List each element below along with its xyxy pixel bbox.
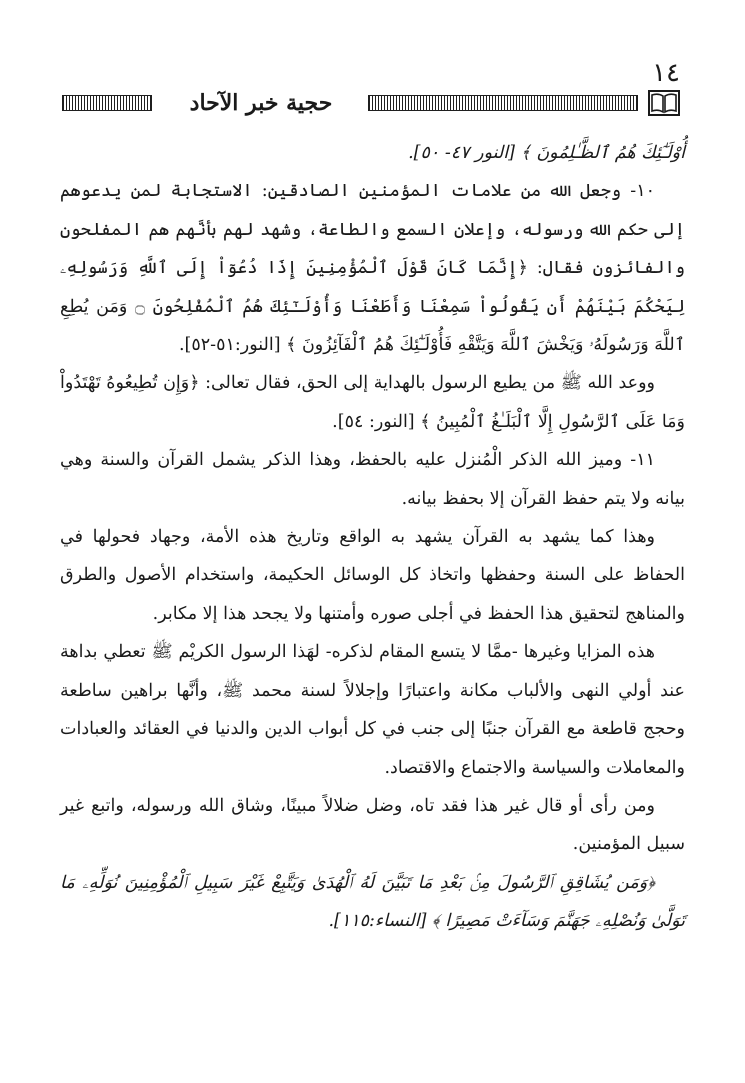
running-header bbox=[62, 88, 682, 118]
paragraph-10: ١٠- وجعل الله من علامات المؤمنين الصادقين: الاستجابة لمن يدعوهم إلى حكم الله ورسوله، وإعلان السمع والطاعة، وشهد لهم بأنَّهم هم المفلحون والفائزون فقال: ﴿إِنَّمَا كَانَ قَوْلَ ٱلْمُؤْمِنِينَ إِذَا دُعُوٓاْ إِلَى ٱللَّهِ وَرَسُولِهِۦ لِيَحْكُمَ بَيْنَهُمْ أَن يَقُولُواْ سَمِعْنَا وَأَطَعْنَا وَأُوْلَـٰٓئِكَ هُمُ ٱلْمُفْلِحُونَ ۝ وَمَن يُطِعِ ٱللَّهَ وَرَسُولَهُۥ وَيَخْشَ ٱللَّهَ وَيَتَّقْهِ فَأُوْلَـٰٓئِكَ هُمُ ٱلْفَآئِزُونَ ﴾ [النور:٥١-٥٢]. bbox=[60, 181, 685, 356]
paragraph-warning: ومن رأى أو قال غير هذا فقد تاه، وضل ضلالاً مبينًا، وشاق الله ورسوله، واتبع غير سبيل المؤمنين. bbox=[60, 795, 685, 855]
paragraph-11: ١١- وميز الله الذكر الْمُنزل عليه بالحفظ، وهذا الذكر يشمل القرآن والسنة وهي بيانه ولا يتم حفظ القرآن إلا بحفظ بيانه. bbox=[60, 450, 685, 509]
header-rule-left bbox=[62, 95, 152, 111]
header-rule-right bbox=[368, 95, 638, 111]
book-icon bbox=[648, 89, 680, 117]
page-body bbox=[60, 134, 685, 941]
page-number: ١٤ bbox=[652, 58, 680, 88]
paragraph-virtues: هذه المزايا وغيرها -ممَّا لا يتسع المقام لذكره- لهَذا الرسول الكريْم ﷺ تعطي بداهة عند أولي النهى والألباب مكانة واعتبارًا وإجلالاً لسنة محمد ﷺ، وأنَّها براهين ساطعة وحجج قاطعة مع القرآن جنبًا إلى جنب في كل أبواب الدين والدنيا في العقائد والعبادات والمعاملات والسياسة والاجتماع والاقتصاد. bbox=[60, 642, 685, 778]
paragraph-history: وهذا كما يشهد به القرآن يشهد به الواقع وتاريخ هذه الأمة، وجهاد فحولها في الحفاظ على السنة وحفظها واتخاذ كل الوسائل الحكيمة، واستخدام الأصول والطرق والمناهج لتحقيق هذا الحفظ في أجلى صوره وأمتنها ولا يجحد هذا إلا مكابر. bbox=[60, 527, 685, 624]
paragraph-verse-nisa: ﴿وَمَن يُشَاقِقِ ٱلرَّسُولَ مِنۢ بَعْدِ مَا تَبَيَّنَ لَهُ ٱلْهُدَىٰ وَيَتَّبِعْ غَيْرَ سَبِيلِ ٱلْمُؤْمِنِينَ نُوَلِّهِۦ مَا تَوَلَّىٰ وَنُصْلِهِۦ جَهَنَّمَ وَسَآءَتْ مَصِيرًا ﴾ [النساء:١١٥]. bbox=[60, 872, 685, 932]
paragraph-promise: ووعد الله ﷺ من يطيع الرسول بالهداية إلى الحق، فقال تعالى: ﴿وَإِن تُطِيعُوهُ تَهْتَدُواْ وَمَا عَلَى ٱلرَّسُولِ إِلَّا ٱلْبَلَـٰغُ ٱلْمُبِينُ ﴾ [النور: ٥٤]. bbox=[60, 373, 685, 432]
paragraph-verse-end: أُوْلَـٰٓئِكَ هُمُ ٱلظَّـٰلِمُونَ ﴾ [النور ٤٧- ٥٠]. bbox=[408, 143, 685, 163]
header-title: حجية خبر الآحاد bbox=[189, 90, 333, 116]
